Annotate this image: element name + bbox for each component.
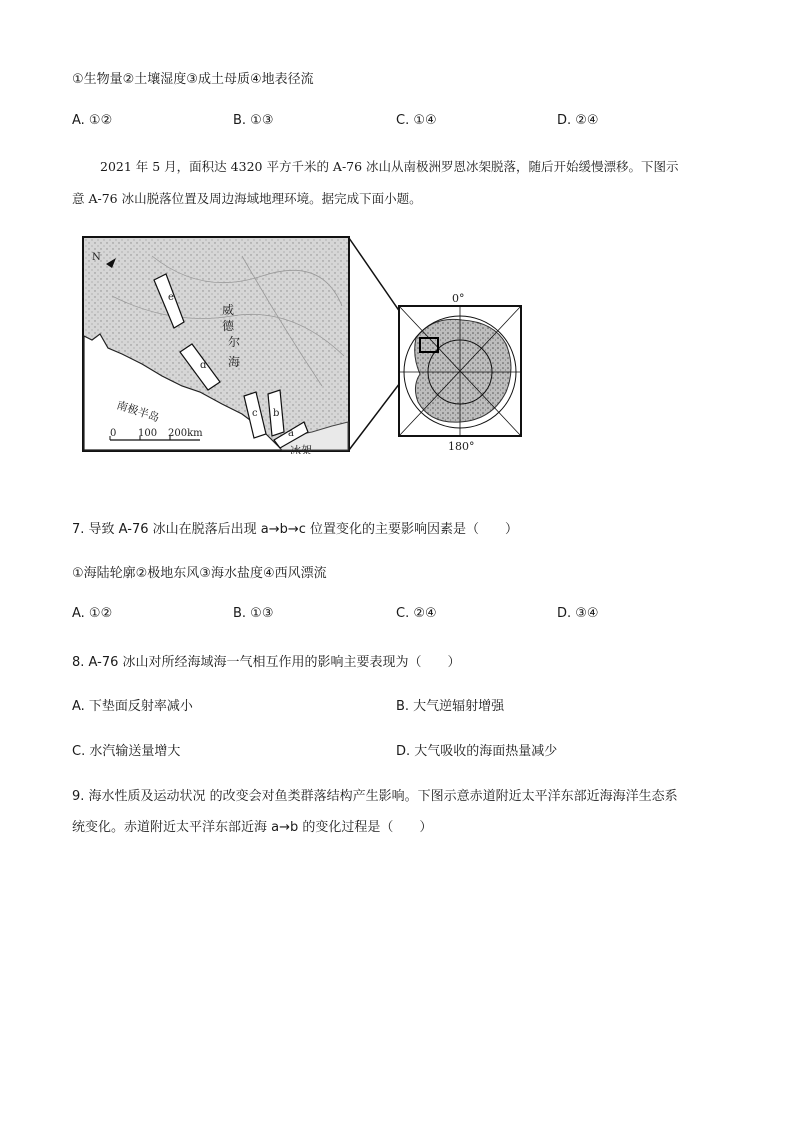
q7-choice-a[interactable]: A. ①② — [72, 606, 113, 621]
svg-text:e: e — [168, 292, 174, 303]
svg-text:d: d — [200, 360, 207, 371]
svg-text:0°: 0° — [452, 292, 465, 305]
q8-stem: 8. A-76 冰山对所经海域海一气相互作用的影响主要表现为（ ） — [72, 655, 461, 670]
antarctica-inset — [399, 292, 521, 453]
prev-choice-a[interactable]: A. ①② — [72, 113, 113, 128]
prev-choice-c[interactable]: C. ①④ — [396, 113, 437, 128]
svg-text:威: 威 — [222, 303, 235, 317]
q8-choice-a[interactable]: A. 下垫面反射率减小 — [72, 699, 193, 714]
svg-text:尔: 尔 — [228, 335, 241, 349]
q7-choice-d[interactable]: D. ③④ — [557, 606, 599, 621]
svg-text:a: a — [288, 428, 294, 439]
svg-text:180°: 180° — [448, 440, 475, 453]
main-map — [83, 237, 349, 451]
prev-question-options: ①生物量②土壤湿度③成土母质④地表径流 — [72, 72, 314, 87]
prev-choice-b[interactable]: B. ①③ — [233, 113, 274, 128]
q7-choice-b[interactable]: B. ①③ — [233, 606, 274, 621]
svg-text:德: 德 — [222, 319, 235, 333]
q7-stem: 7. 导致 A-76 冰山在脱落后出现 a→b→c 位置变化的主要影响因素是（ ） — [72, 522, 519, 537]
passage-line-2: 意 A-76 冰山脱落位置及周边海域地理环境。据完成下面小题。 — [72, 191, 422, 206]
svg-text:b: b — [273, 408, 280, 419]
q8-choice-c[interactable]: C. 水汽输送量增大 — [72, 744, 181, 759]
svg-text:200km: 200km — [168, 428, 203, 439]
prev-choice-d[interactable]: D. ②④ — [557, 113, 599, 128]
svg-text:0: 0 — [110, 428, 117, 439]
q9-stem-line-1: 9. 海水性质及运动状况 的改变会对鱼类群落结构产生影响。下图示意赤道附近太平洋东部近海海洋生态系 — [72, 789, 678, 804]
q7-options: ①海陆轮廓②极地东风③海水盐度④西风漂流 — [72, 566, 327, 581]
q8-choice-d[interactable]: D. 大气吸收的海面热量减少 — [396, 744, 558, 759]
q7-choice-c[interactable]: C. ②④ — [396, 606, 437, 621]
antarctic-map-figure — [82, 236, 532, 454]
svg-text:c: c — [252, 408, 258, 419]
svg-text:100: 100 — [138, 428, 158, 439]
svg-text:N: N — [92, 252, 101, 263]
peninsula-label: 南极半岛 — [115, 398, 161, 425]
svg-text:海: 海 — [228, 355, 241, 369]
passage-line-1: 2021 年 5 月，面积达 4320 平方千米的 A-76 冰山从南极洲罗恩冰架脱落，随后开始缓慢漂移。下图示 — [100, 159, 679, 174]
q8-choice-b[interactable]: B. 大气逆辐射增强 — [396, 699, 505, 714]
q9-stem-line-2: 统变化。赤道附近太平洋东部近海 a→b 的变化过程是（ ） — [72, 820, 433, 835]
ice-shelf-label: 冰架 — [290, 444, 312, 454]
